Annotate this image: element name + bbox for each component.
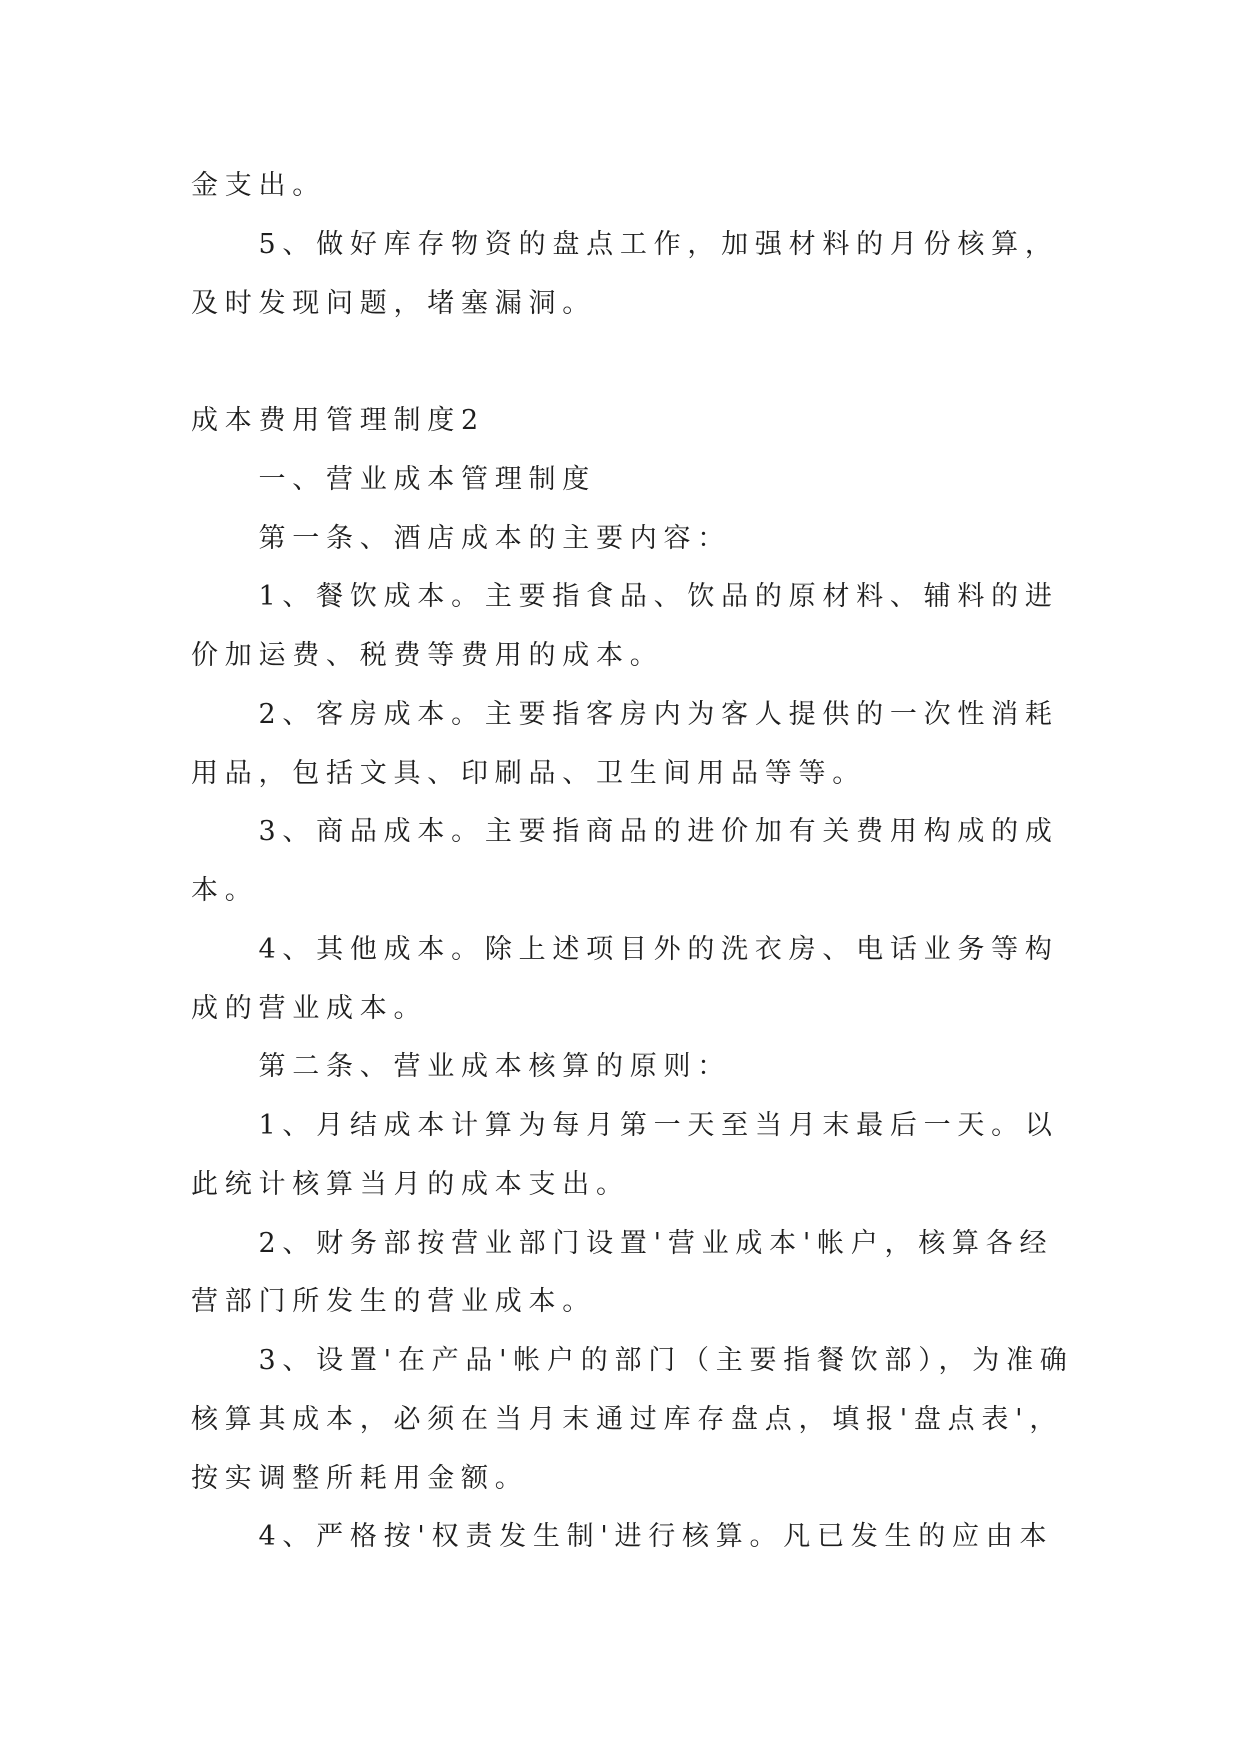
- list-item: [191, 1508, 1151, 1567]
- list-item: [191, 1215, 1151, 1333]
- document-body: [191, 157, 1151, 1567]
- text-line: 3、设置'在产品'帐户的部门（主要指餐饮部），为准确: [258, 1345, 1074, 1376]
- text-line: 4、其他成本。除上述项目外的洗衣房、电话业务等构: [258, 933, 1059, 965]
- list-item: [191, 803, 1151, 921]
- text-line: 4、严格按'权责发生制'进行核算。凡已发生的应由本: [258, 1521, 1054, 1553]
- text-line: 3、商品成本。主要指商品的进价加有关费用构成的成: [258, 816, 1059, 848]
- list-item: [191, 216, 1151, 334]
- text-line: 价加运费、税费等费用的成本。: [191, 640, 664, 671]
- text-line: 5、做好库存物资的盘点工作，加强材料的月份核算，: [258, 228, 1059, 260]
- text-line: 成的营业成本。: [191, 992, 428, 1024]
- text-line: 2、客房成本。主要指客房内为客人提供的一次性消耗: [258, 698, 1059, 730]
- text-line: 用品，包括文具、印刷品、卫生间用品等等。: [191, 757, 866, 789]
- text-line: 1、月结成本计算为每月第一天至当月末最后一天。以: [258, 1110, 1059, 1141]
- text-line: 及时发现问题，堵塞漏洞。: [191, 287, 596, 319]
- list-item: [191, 921, 1151, 1039]
- text-line: 1、餐饮成本。主要指食品、饮品的原材料、辅料的进: [258, 581, 1059, 613]
- text-line: 营部门所发生的营业成本。: [191, 1286, 596, 1318]
- list-item: [191, 1097, 1151, 1215]
- list-item: [191, 686, 1151, 804]
- previous-section-tail: [191, 157, 1151, 333]
- article-heading: 第二条、营业成本核算的原则：: [258, 1051, 731, 1083]
- list-item: [191, 568, 1151, 686]
- article-1: [191, 510, 1151, 1039]
- text-line: 按实调整所耗用金额。: [191, 1462, 529, 1494]
- section-title: 成本费用管理制度2: [191, 405, 485, 436]
- text-line: 本。: [191, 875, 259, 906]
- part-heading: 一、营业成本管理制度: [258, 463, 596, 495]
- article-2: [191, 1038, 1151, 1567]
- text-line: 此统计核算当月的成本支出。: [191, 1168, 630, 1200]
- text-line: 2、财务部按营业部门设置'营业成本'帐户，核算各经: [258, 1227, 1054, 1259]
- article-heading: 第一条、酒店成本的主要内容：: [258, 522, 731, 554]
- text-line: 金支出。: [191, 170, 326, 201]
- text-line: 核算其成本，必须在当月末通过库存盘点，填报'盘点表'，: [191, 1403, 1064, 1435]
- list-item: [191, 1332, 1151, 1508]
